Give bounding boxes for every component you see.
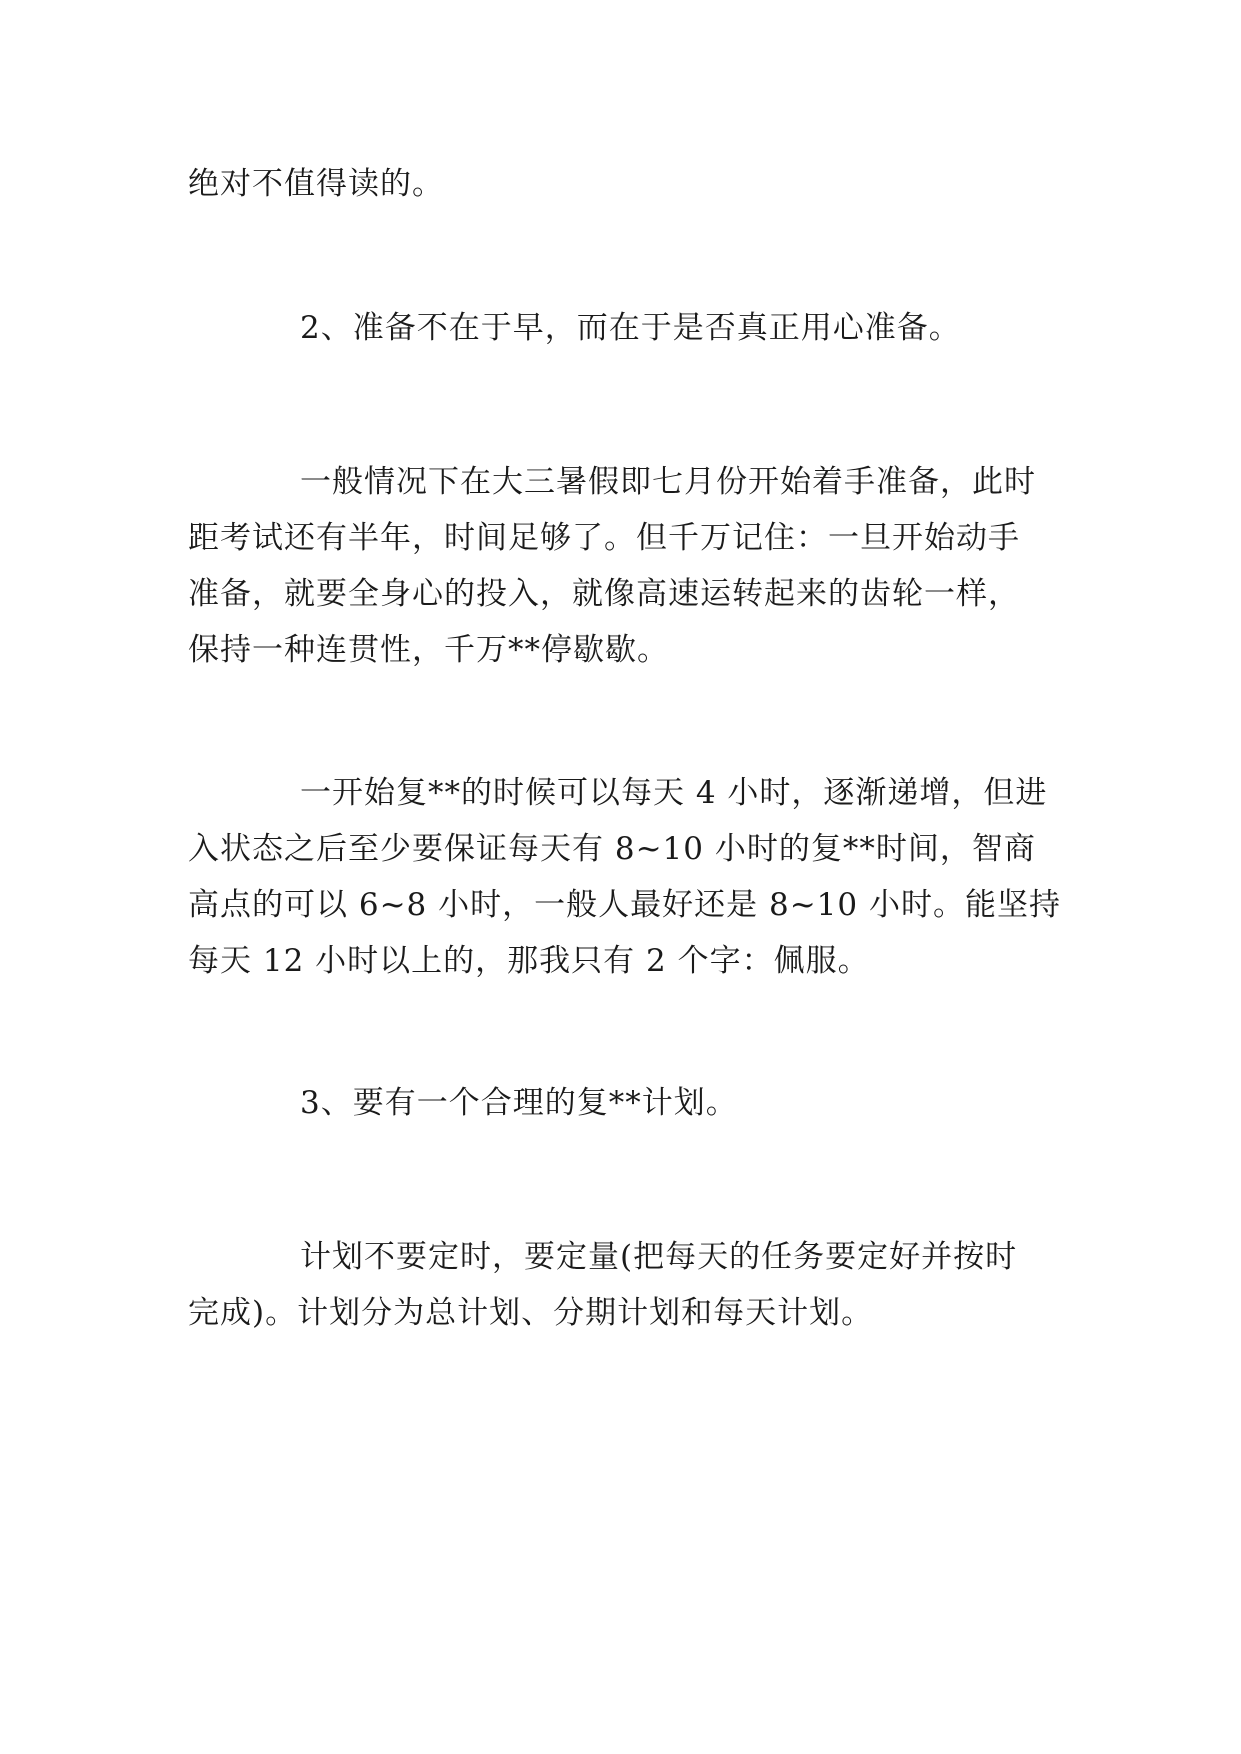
text-line: 一般情况下在大三暑假即七月份开始着手准备，此时 bbox=[300, 464, 1036, 500]
paragraph-preparation bbox=[188, 454, 1068, 678]
text-line: 入状态之后至少要保证每天有 8~10 小时的复**时间，智商 bbox=[188, 831, 1036, 867]
paragraph-intro-ending bbox=[188, 156, 1068, 212]
paragraph-study-plan bbox=[188, 1229, 1068, 1341]
text-line: 完成)。计划分为总计划、分期计划和每天计划。 bbox=[188, 1295, 874, 1331]
text-line: 保持一种连贯性，千万**停歇歇。 bbox=[188, 632, 669, 668]
text-line: 高点的可以 6~8 小时，一般人最好还是 8~10 小时。能坚持 bbox=[188, 887, 1061, 923]
text-line: 绝对不值得读的。 bbox=[188, 166, 444, 202]
text-line: 距考试还有半年，时间足够了。但千万记住：一旦开始动手 bbox=[188, 520, 1020, 556]
section-heading-3: 3、要有一个合理的复**计划。 bbox=[300, 1085, 738, 1121]
section-heading-2: 2、准备不在于早，而在于是否真正用心准备。 bbox=[300, 310, 961, 346]
text-line: 一开始复**的时候可以每天 4 小时，逐渐递增，但进 bbox=[300, 775, 1048, 811]
text-line: 准备，就要全身心的投入，就像高速运转起来的齿轮一样， bbox=[188, 576, 1020, 612]
paragraph-study-hours bbox=[188, 765, 1068, 989]
text-line: 每天 12 小时以上的，那我只有 2 个字：佩服。 bbox=[188, 943, 870, 979]
text-line: 计划不要定时，要定量(把每天的任务要定好并按时 bbox=[300, 1239, 1018, 1275]
